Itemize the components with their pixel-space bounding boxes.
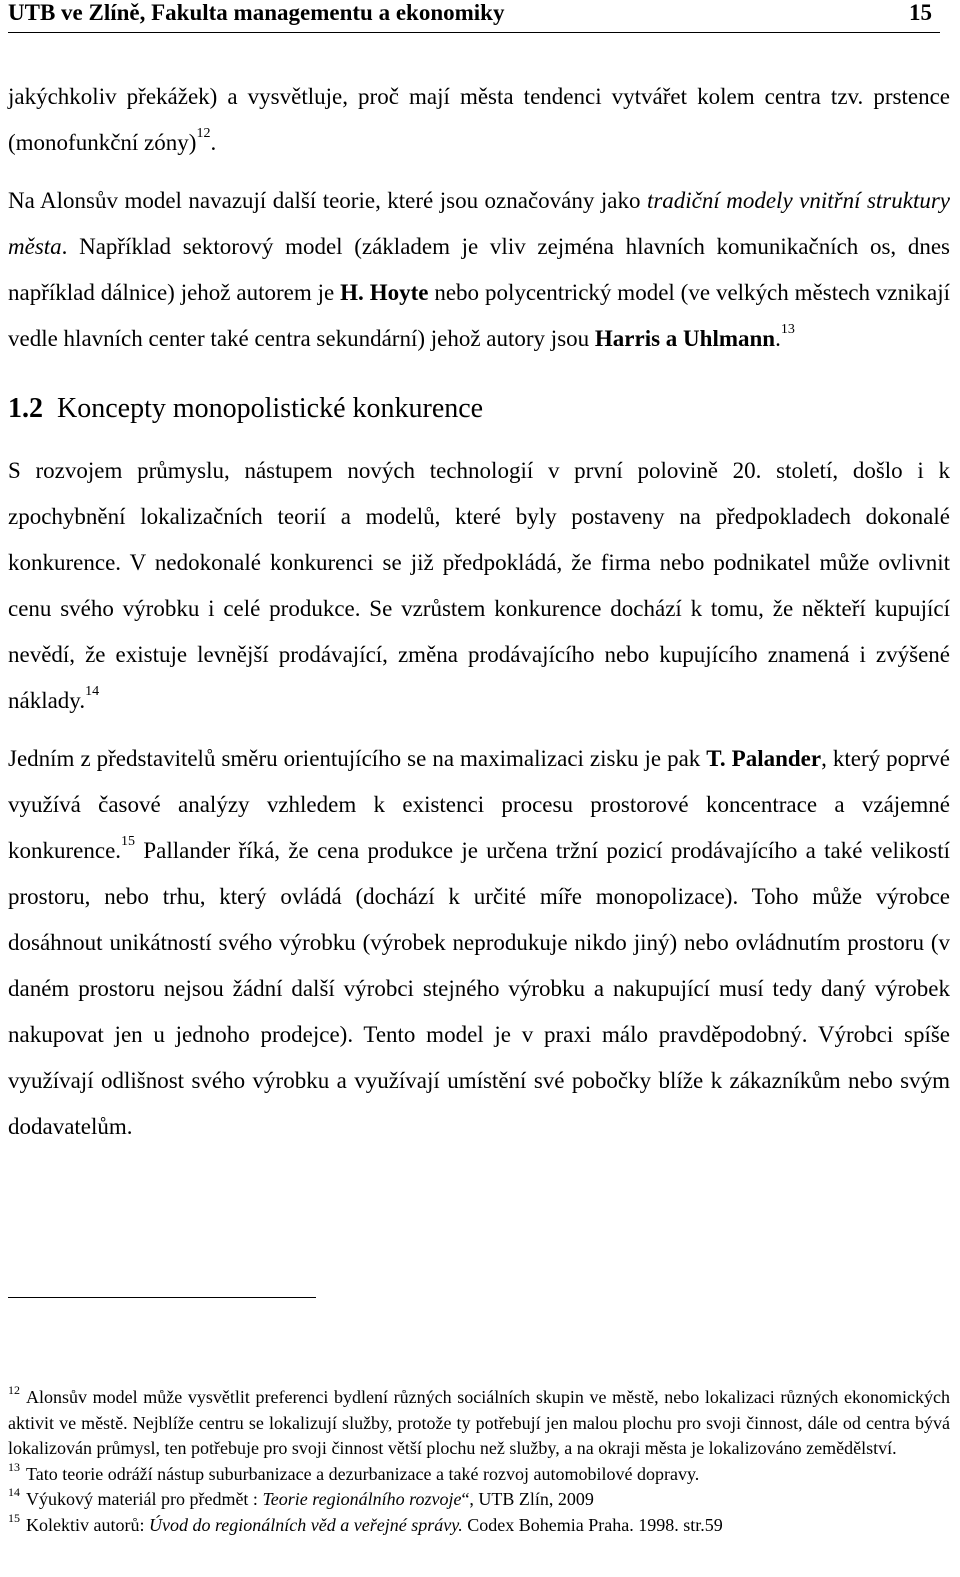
footnote-text: Výukový materiál pro předmět : [26,1489,263,1509]
paragraph-text: jakýchkoliv překážek) a vysvětluje, proč mají města tendenci vytvářet kolem centra tzv. prstence (monofunkční zóny) [8,84,950,155]
paragraph-text: . [210,130,217,155]
footnote-ref-15: 15 [121,834,136,849]
footnote-13 [8,1459,950,1488]
paragraph-text: . Například sektorový model (základem je vliv zejména hlavních komunikačních os, dnes například dálnice) jehož autorem je [8,234,950,305]
footnote-14 [8,1487,950,1513]
section-heading [8,392,950,426]
paragraph-3 [8,448,950,724]
author-name: Harris a Uhlmann [594,326,776,351]
footnote-ref-12: 12 [196,126,211,141]
paragraph-text: . [775,326,781,351]
paragraph-2 [8,178,950,362]
footnote-ref-14: 14 [85,684,100,699]
footnote-italic: Teorie regionálního rozvoje [262,1489,462,1509]
paragraph-text: S rozvojem průmyslu, nástupem nových technologií v první polovině 20. století, došlo i k zpochybnění lokalizačních teorií a modelů, které byly postaveny na předpokladech dokonalé konkurence. V nedokonalé konkurenci se již předpokládá, že firma nebo podnikatel může ovlivnit cenu svého výrobku i celé produkce. Se vzrůstem konkurence dochází k tomu, že někteří kupující nevědí, že existuje levnější prodávající, změna prodávajícího nebo kupujícího znamená i zvýšené náklady. [8,458,950,713]
footnotes [8,1385,950,1538]
section-title: Koncepty monopolistické konkurence [57,393,484,424]
paragraph-text: nebo polycentrický model (ve velkých městech vznikají vedle hlavních center také centra sekundární) jehož autory jsou [8,280,950,351]
header-title: UTB ve Zlíně, Fakulta managementu a ekonomiky [8,0,505,25]
section-number: 1.2 [8,393,43,424]
page-header [8,0,940,33]
main-content [8,74,950,1150]
page-number: 15 [909,0,932,25]
footnote-text: Tato teorie odráží nástup suburbanizace a dezurbanizace a také rozvoj automobilové dopravy. [26,1463,700,1484]
footnote-number: 13 [8,1459,20,1474]
italic-term: tradiční modely vnitřní struktury města [8,188,950,259]
paragraph-4 [8,736,950,1150]
footnote-text: “, UTB Zlín, 2009 [461,1489,594,1509]
footnote-text: Alonsův model může vysvětlit preferenci bydlení různých sociálních skupin ve městě, nebo lokalizaci různých ekonomických aktivit ve městě. Nejblíže centru se lokalizují služby, protože ty potřebují jen malou plochu pro svoji činnost, dále od centra bývá lokalizován průmysl, ten potřebuje pro svoji činnost větší plochu než služby, a na okraji města je lokalizováno zemědělství. [8,1387,950,1458]
footnote-12 [8,1385,950,1462]
footnote-separator [8,1297,316,1298]
paragraph-text: , který poprvé využívá časové analýzy vzhledem k existenci procesu prostorové koncentrace a vzájemné konkurence. [8,746,950,863]
paragraph-text: Na Alonsův model navazují další teorie, které jsou označovány jako [8,188,647,213]
author-name: H. Hoyte [340,280,429,305]
footnote-ref-13: 13 [780,322,795,337]
footnote-number: 12 [8,1383,20,1397]
paragraph-text: Pallander říká, že cena produkce je určena tržní pozicí prodávajícího a také velikostí prostoru, nebo trhu, který ovládá (dochází k určité míře monopolizace). Toho může výrobce dosáhnout unikátností svého výrobku (výrobek neprodukuje nikdo jiný) nebo ovládnutím prostoru (v daném prostoru nejsou žádní další výrobci stejného výrobku a nakupující musí tedy daný výrobek nakupovat jen u jednoho prodejce). Tento model je v praxi málo pravděpodobný. Výrobci spíše využívají odlišnost svého výrobku a využívají umístění své pobočky blíže k zákazníkům nebo svým dodavatelům. [8,838,950,1139]
author-name: T. Palander [706,746,822,771]
footnote-15 [8,1510,950,1539]
footnote-text: Codex Bohemia Praha. 1998. str.59 [462,1514,723,1535]
footnote-text: Kolektiv autorů: [26,1514,149,1535]
paragraph-1 [8,74,950,166]
footnote-number: 14 [8,1485,20,1499]
paragraph-text: Jedním z představitelů směru orientujícího se na maximalizaci zisku je pak [8,746,707,771]
footnote-italic: Úvod do regionálních věd a veřejné správy. [148,1514,463,1535]
footnote-number: 15 [8,1510,20,1525]
